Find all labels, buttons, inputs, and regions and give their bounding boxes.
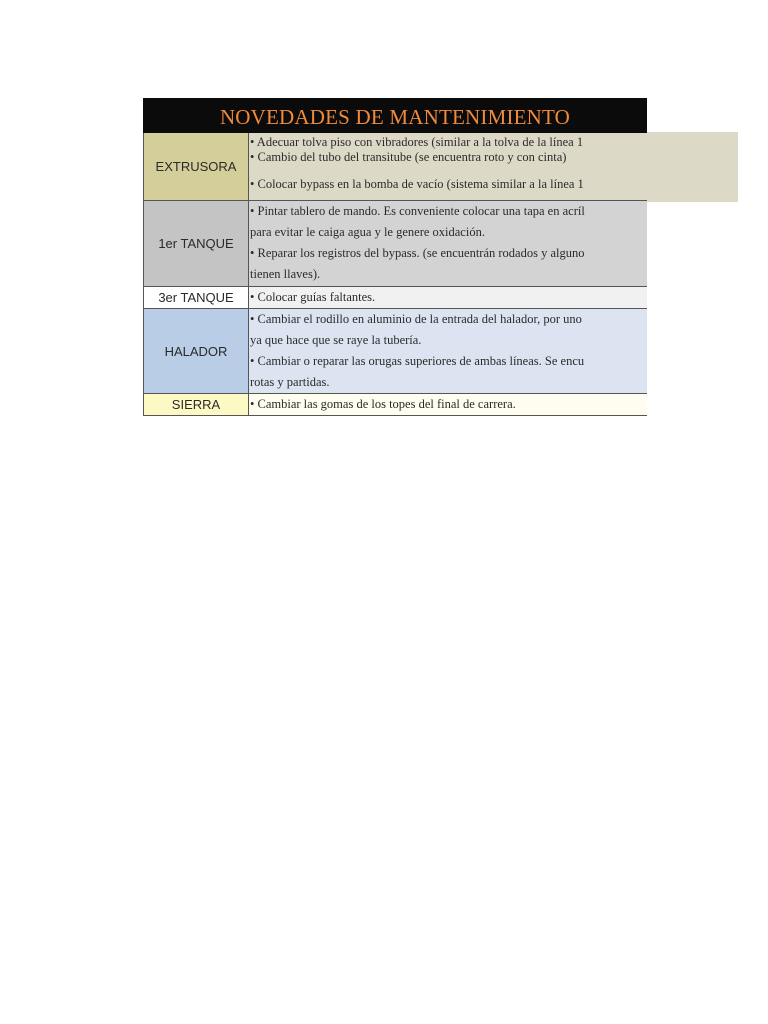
row-content-sierra [249, 394, 647, 415]
row-label-extrusora: EXTRUSORA [144, 133, 249, 200]
row-content-halador [249, 309, 647, 393]
note-line: tienen llaves). [250, 267, 321, 281]
row-content-1er-tanque [249, 201, 647, 286]
note-line: • Colocar guías faltantes. [250, 290, 376, 304]
note-line: • Cambiar las gomas de los topes del final de carrera. [250, 397, 516, 411]
row-label-halador: HALADOR [144, 309, 249, 393]
row-extrusora [143, 133, 647, 201]
row-label-sierra: SIERRA [144, 394, 249, 415]
row-label-1er-tanque: 1er TANQUE [144, 201, 249, 286]
note-line: ya que hace que se raye la tubería. [250, 333, 422, 347]
note-line: • Adecuar tolva piso con vibradores (similar a la tolva de la línea 1 [250, 135, 584, 149]
note-line: para evitar le caiga agua y le genere oxidación. [250, 225, 485, 239]
note-line: • Pintar tablero de mando. Es conveniente colocar una tapa en acríl [250, 204, 585, 218]
row-1er-tanque [143, 201, 647, 287]
note-line: • Cambio del tubo del transitube (se encuentra roto y con cinta) [250, 150, 567, 164]
row-halador [143, 309, 647, 394]
sheet-title: NOVEDADES DE MANTENIMIENTO [143, 98, 647, 133]
maintenance-sheet [143, 98, 647, 416]
note-line: rotas y partidas. [250, 375, 330, 389]
overflow-cell-background [647, 132, 738, 202]
note-line: • Reparar los registros del bypass. (se encuentrán rodados y alguno [250, 246, 585, 260]
row-content-extrusora [249, 133, 647, 200]
note-line: • Cambiar el rodillo en aluminio de la entrada del halador, por uno [250, 312, 582, 326]
row-3er-tanque [143, 287, 647, 309]
note-line: • Cambiar o reparar las orugas superiores de ambas líneas. Se encu [250, 354, 585, 368]
note-line: • Colocar bypass en la bomba de vacío (sistema similar a la línea 1 [250, 177, 584, 191]
row-label-3er-tanque: 3er TANQUE [144, 287, 249, 308]
row-content-3er-tanque [249, 287, 647, 308]
row-sierra [143, 394, 647, 416]
